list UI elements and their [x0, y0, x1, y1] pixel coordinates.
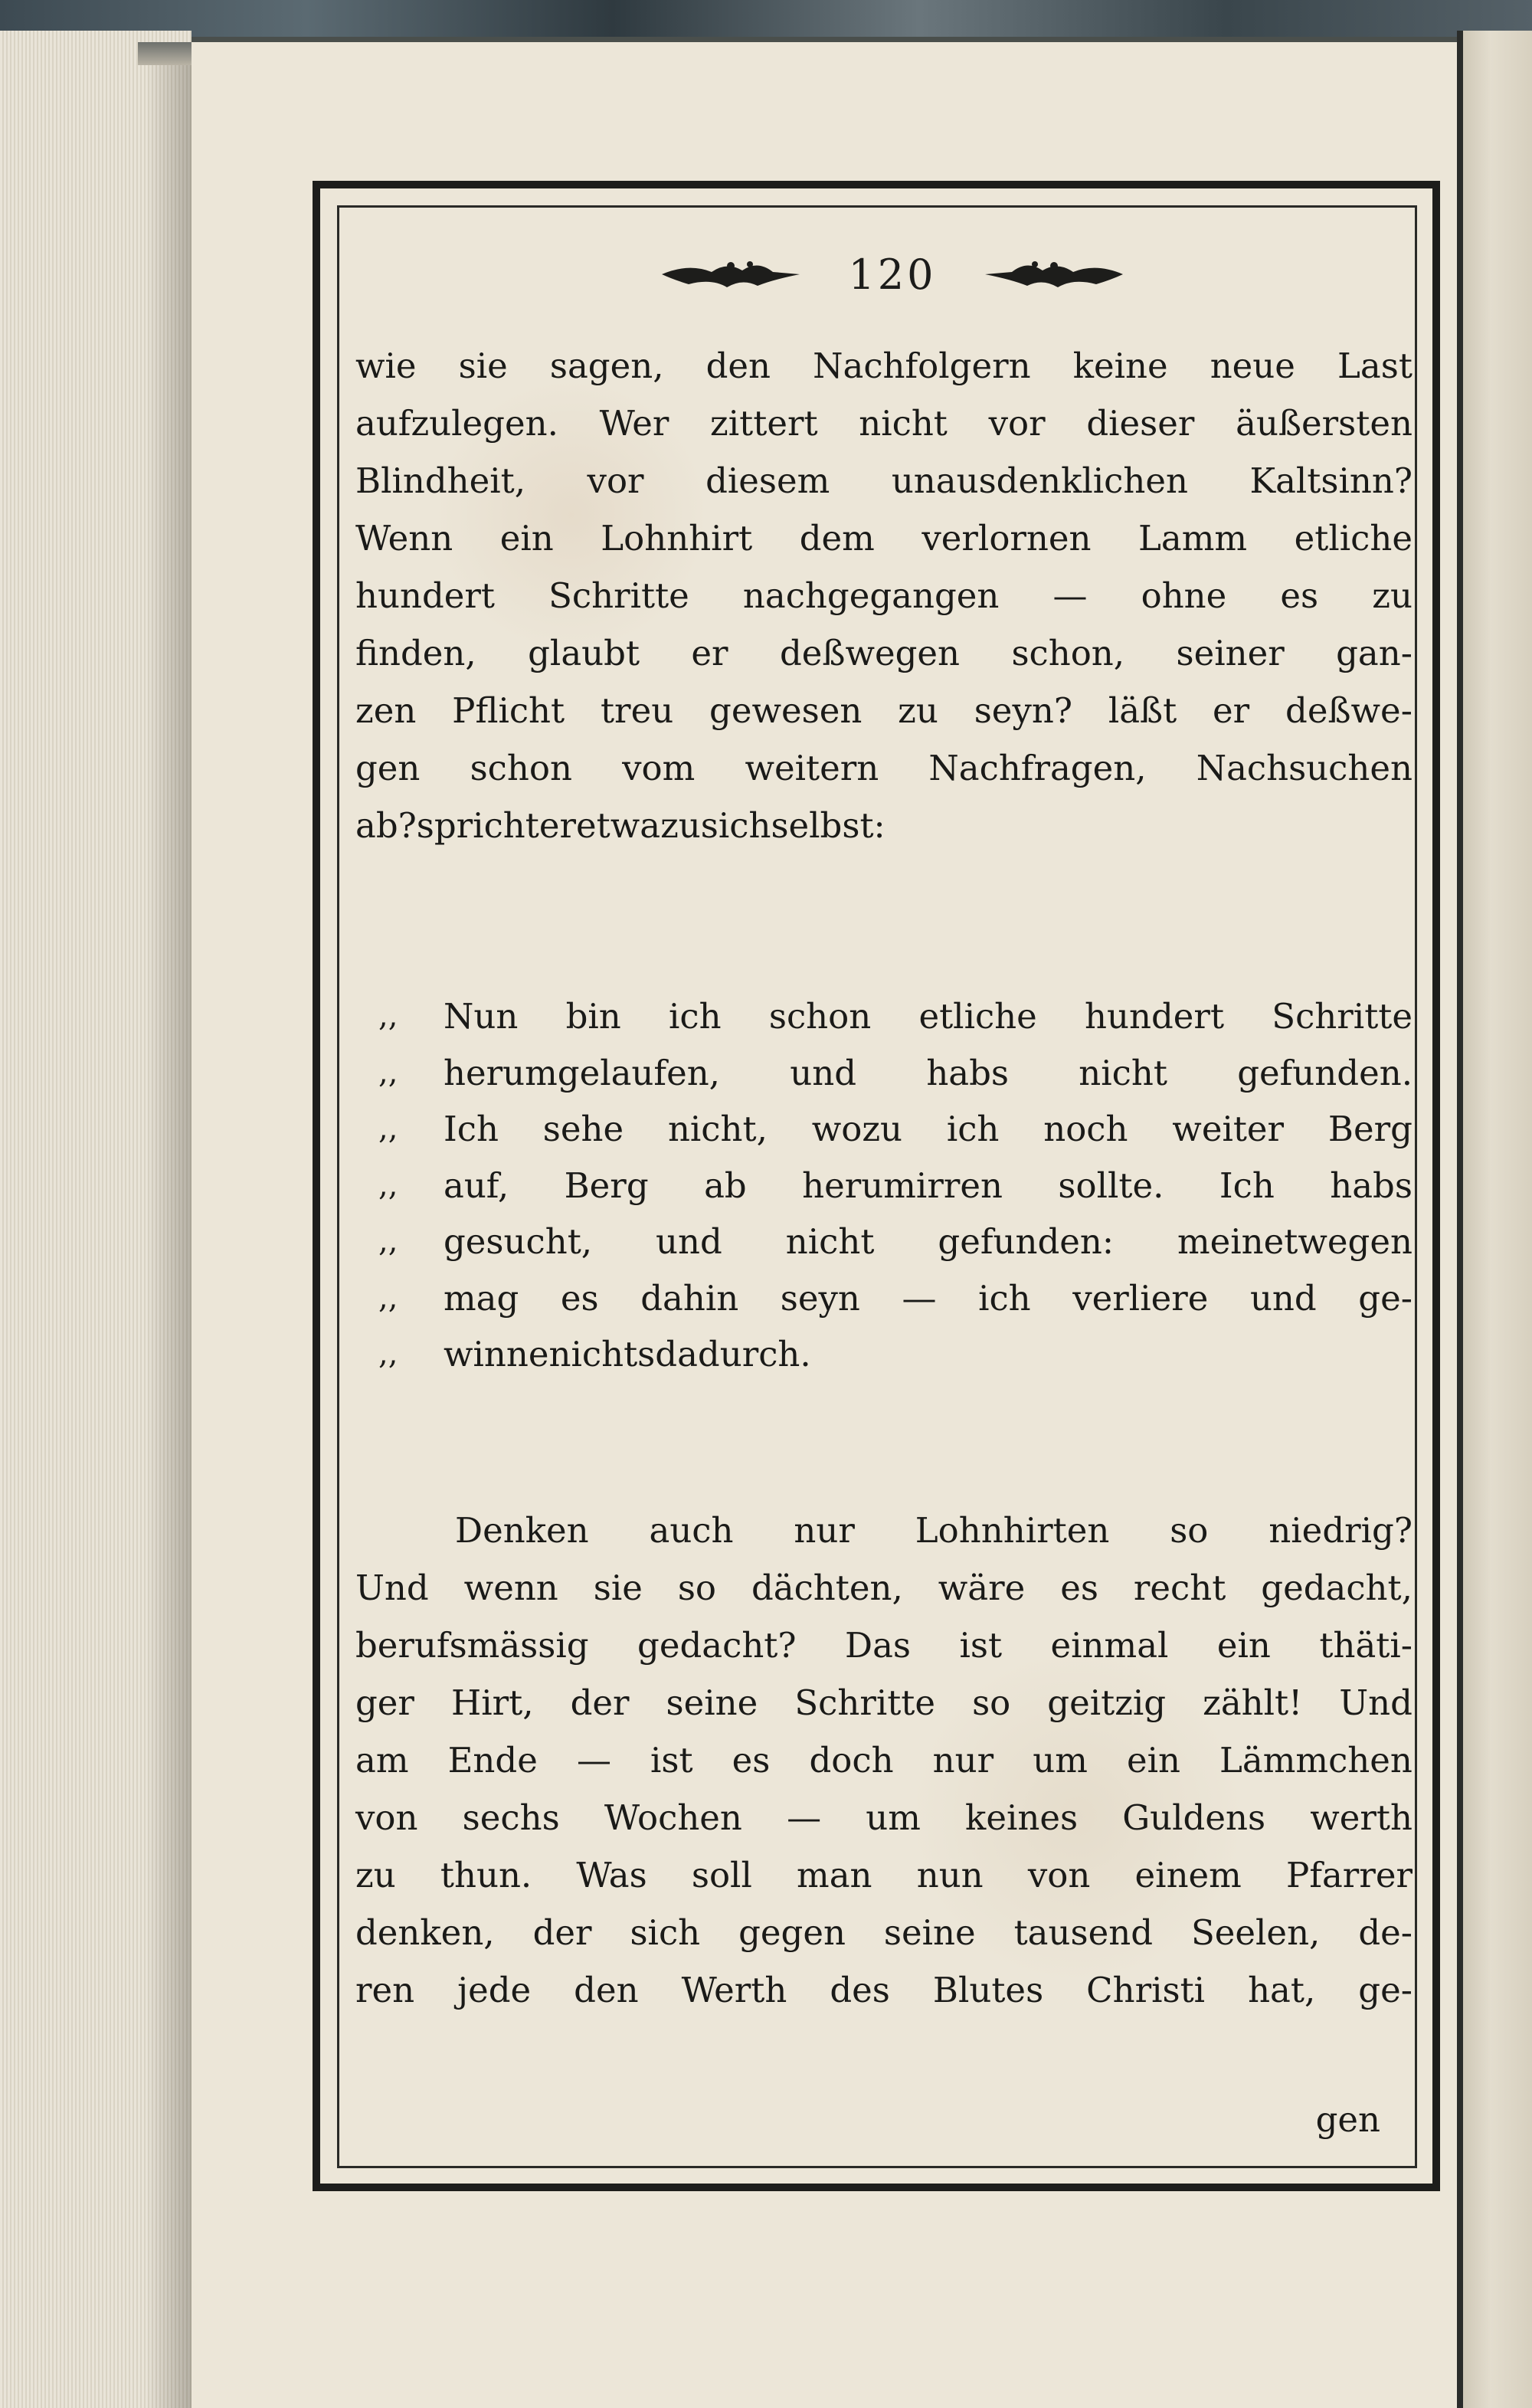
text-line: Blindheit, vor diesem unausdenklichen Kaltsinn?: [355, 460, 1413, 501]
text-line: ren jede den Werth des Blutes Christi hat, ge-: [355, 1970, 1413, 2010]
quote-line: gesucht, und nicht gefunden: meinetwegen: [444, 1221, 1413, 1262]
page-number: 120: [848, 250, 937, 299]
text-line: Und wenn sie so dächten, wäre es recht gedacht,: [355, 1568, 1413, 1608]
right-page-edge: [1463, 31, 1532, 2408]
cover-edge: [0, 0, 1532, 37]
quote-mark: ,,: [378, 1054, 398, 1090]
text-line: ger Hirt, der seine Schritte so geitzig zählt! Und: [355, 1682, 1413, 1723]
text-line: aufzulegen. Wer zittert nicht vor dieser äußersten: [355, 403, 1413, 444]
paragraph-2: [355, 1502, 1413, 2019]
text-line: berufsmässig gedacht? Das ist einmal ein thäti-: [355, 1625, 1413, 1666]
quote-line: Ich sehe nicht, wozu ich noch weiter Berg: [444, 1109, 1413, 1149]
quote-line: auf, Berg ab herumirren sollte. Ich habs: [444, 1165, 1413, 1206]
text-line: zu thun. Was soll man nun von einem Pfarrer: [355, 1855, 1413, 1895]
text-line: hundert Schritte nachgegangen — ohne es zu: [355, 575, 1413, 616]
quote-line: winne nichts dadurch.: [444, 1334, 811, 1374]
page-header: [636, 244, 1149, 305]
text-line: zen Pflicht treu gewesen zu seyn? läßt er deßwe-: [355, 690, 1413, 731]
text-line: ab? spricht er etwa zu sich selbst:: [355, 805, 885, 846]
text-line: finden, glaubt er deßwegen schon, seiner gan-: [355, 633, 1413, 673]
text-line: denken, der sich gegen seine tausend Seelen, de-: [355, 1912, 1413, 1953]
right-ornament-icon: [981, 255, 1127, 293]
quote-line: mag es dahin seyn — ich verliere und ge-: [444, 1277, 1413, 1319]
quote-mark: ,,: [378, 1111, 398, 1146]
catchword: gen: [1315, 2099, 1380, 2140]
quote-line: herumgelaufen, und habs nicht gefunden.: [444, 1052, 1413, 1093]
paragraph-1: [355, 337, 1413, 854]
quote-mark: ,,: [378, 1224, 398, 1259]
text-line: von sechs Wochen — um keines Guldens werth: [355, 1797, 1413, 1838]
quote-line: Nun bin ich schon etliche hundert Schritte: [444, 996, 1413, 1037]
text-line: gen schon vom weitern Nachfragen, Nachsuchen: [355, 748, 1413, 788]
quoted-passage: [355, 988, 1413, 1383]
text-line: Wenn ein Lohnhirt dem verlornen Lamm etliche: [355, 518, 1413, 559]
quote-mark: ,,: [378, 1279, 398, 1315]
text-line: am Ende — ist es doch nur um ein Lämmchen: [355, 1740, 1413, 1781]
text-line: wie sie sagen, den Nachfolgern keine neue Last: [355, 346, 1413, 386]
quote-mark: ,,: [378, 1167, 398, 1203]
quote-mark: ,,: [378, 1336, 398, 1371]
left-ornament-icon: [658, 255, 804, 293]
text-line: Denken auch nur Lohnhirten so niedrig?: [455, 1510, 1413, 1551]
quote-mark: ,,: [378, 998, 398, 1034]
